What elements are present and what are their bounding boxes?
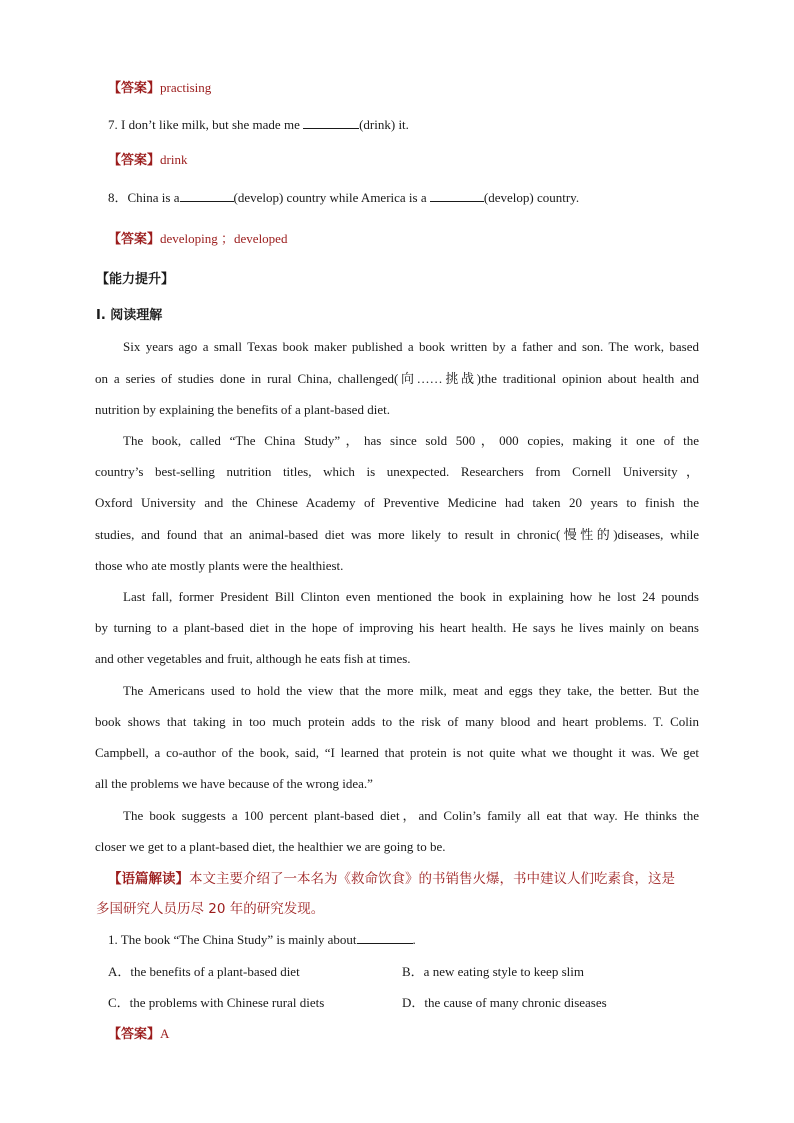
answer-blank xyxy=(430,189,484,202)
passage-line: Oxford University and the Chinese Academy of Preventive Medicine had taken 20 years to finish the xyxy=(95,495,699,510)
question-text: 8．China is a xyxy=(108,190,180,205)
answer-tag: 【答案】 xyxy=(108,232,161,247)
passage-line: all the problems we have because of the wrong idea.” xyxy=(95,776,373,791)
answer-q1 xyxy=(108,1025,169,1044)
question-1 xyxy=(108,931,416,949)
answer-8 xyxy=(108,230,287,249)
question-text: (develop) country while America is a xyxy=(233,190,430,205)
passage-line: The book, called “The China Study”，has since sold 500，000 copies, making it one of the xyxy=(123,433,699,448)
answer-tag: 【答案】 xyxy=(108,153,161,168)
passage-line: by turning to a plant-based diet in the hope of improving his heart health. He says he lives mainly on beans xyxy=(95,620,699,635)
answer-blank xyxy=(357,931,413,944)
answer-text: A xyxy=(160,1026,170,1041)
question-stem: 1. The book “The China Study” is mainly about xyxy=(108,932,357,947)
passage-line: those who ate mostly plants were the healthiest. xyxy=(95,558,344,573)
passage-line: Last fall, former President Bill Clinton even mentioned the book in explaining how he lost 24 pounds xyxy=(123,589,699,604)
passage-line: nutrition by explaining the benefits of a plant-based diet. xyxy=(95,402,390,417)
question-stem-end: . xyxy=(412,932,416,947)
passage-line: The Americans used to hold the view that the more milk, meat and eggs they take, the better. But the xyxy=(123,683,699,698)
answer-7 xyxy=(108,151,187,170)
question-7 xyxy=(108,116,409,134)
option-b: B．a new eating style to keep slim xyxy=(402,964,584,979)
passage-line: Six years ago a small Texas book maker published a book written by a father and son. The work, based xyxy=(123,339,699,354)
passage-line: and other vegetables and fruit, although he eats fish at times. xyxy=(95,651,411,666)
answer-tag: 【答案】 xyxy=(108,1027,161,1042)
passage-line: country’s best-selling nutrition titles, which is unexpected. Researchers from Cornell University， xyxy=(95,464,699,479)
reading-note-text: 本文主要介绍了一本名为《救命饮食》的书销售火爆，书中建议人们吃素食，这是 xyxy=(189,871,675,887)
answer-text: drink xyxy=(160,152,188,167)
answer-tag: 【答案】 xyxy=(108,81,161,96)
passage-line: The book suggests a 100 percent plant-based diet，and Colin’s family all eat that way. He thinks the xyxy=(123,808,699,823)
passage-line: Campbell, a co-author of the book, said, “I learned that protein is not quite what we thought it was. We get xyxy=(95,745,699,760)
passage-line: on a series of studies done in rural China, challenged(向……挑战)the traditional opinion about health and xyxy=(95,371,699,386)
question-text: (drink) it. xyxy=(359,117,409,132)
section-title: 【能力提升】 xyxy=(96,272,175,287)
answer-blank xyxy=(303,116,359,129)
answer-text: developing ；developed xyxy=(160,231,288,246)
answer-6 xyxy=(108,79,211,98)
question-text: 7. I don’t like milk, but she made me xyxy=(108,117,304,132)
question-text: (develop) country. xyxy=(483,190,580,205)
answer-blank xyxy=(180,189,234,202)
option-d: D．the cause of many chronic diseases xyxy=(402,995,607,1010)
reading-note-line2: 多国研究人员历尽 20 年的研究发现。 xyxy=(96,901,325,917)
passage-line: studies, and found that an animal-based diet was more likely to result in chronic(慢性的)diseases, while xyxy=(95,527,699,542)
option-c: C．the problems with Chinese rural diets xyxy=(108,995,325,1010)
part-title: Ⅰ. 阅读理解 xyxy=(96,308,163,323)
passage-line: book shows that taking in too much protein adds to the risk of many blood and heart problems. T. Colin xyxy=(95,714,699,729)
question-8 xyxy=(108,189,579,207)
option-a: A．the benefits of a plant-based diet xyxy=(108,964,300,979)
answer-text: practising xyxy=(160,80,212,95)
reading-note xyxy=(108,869,700,889)
passage-line: closer we get to a plant-based diet, the healthier we are going to be. xyxy=(95,839,446,854)
reading-note-tag: 【语篇解读】 xyxy=(108,871,189,887)
